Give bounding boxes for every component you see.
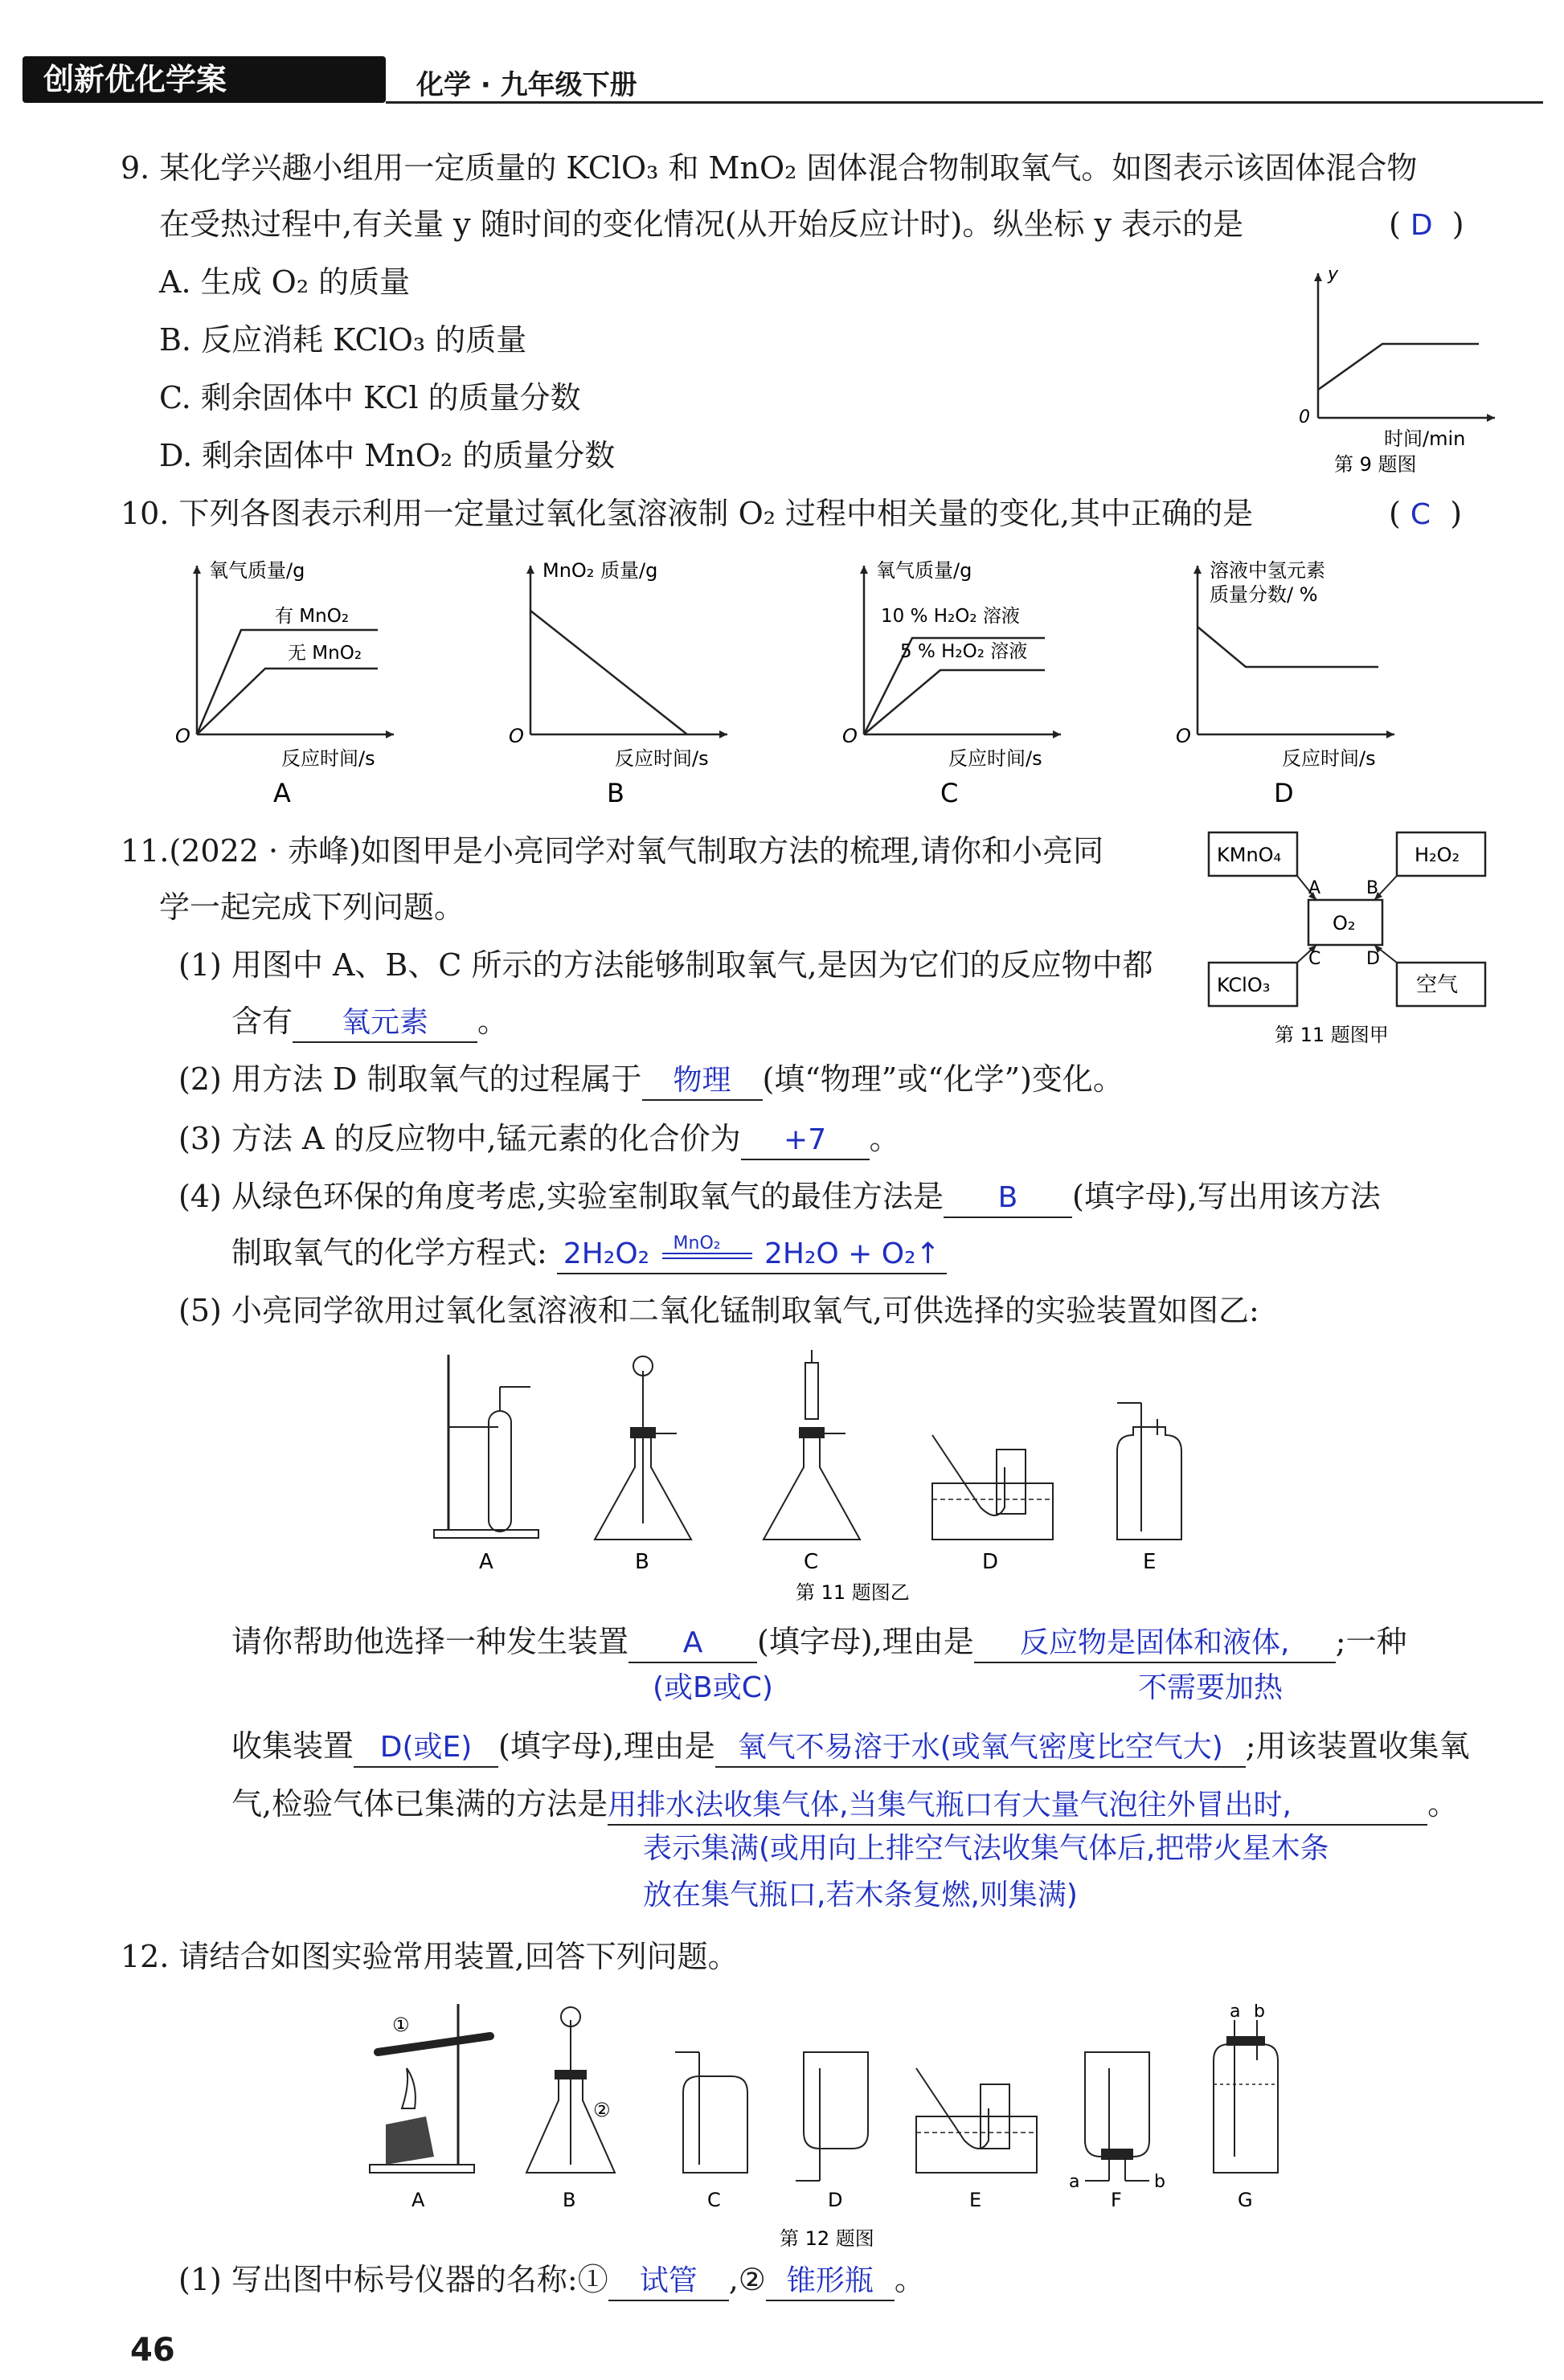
apparatus-e	[1117, 1403, 1181, 1574]
q11-p1-line1: (1) 用图中 A、B、C 所示的方法能够制取氧气,是因为它们的反应物中都	[178, 947, 1153, 983]
q11-s1-answer: A	[682, 1626, 703, 1659]
q10b-ylabel: MnO₂ 质量/g	[542, 559, 658, 582]
q12-mark2: ②	[593, 2099, 611, 2121]
q11-s3-answer-line2: 表示集满(或用向上排空气法收集气体后,把带火星木条	[643, 1832, 1329, 1865]
q12-stem: 12. 请结合如图实验常用装置,回答下列问题。	[121, 1939, 739, 1974]
svg-text:空气: 空气	[1416, 973, 1459, 997]
q10c-series1: 10 % H₂O₂ 溶液	[881, 606, 1020, 627]
q11-fig-jia	[1206, 828, 1511, 1053]
q11-s3-answer: 用排水法收集气体,当集气瓶口有大量气泡往外冒出时,	[608, 1789, 1292, 1822]
q11-s1-reason: 反应物是固体和液体,	[1020, 1626, 1290, 1659]
q11-p5: (5) 小亮同学欲用过氧化氢溶液和二氧化锰制取氧气,可供选择的实验装置如图乙:	[178, 1293, 1259, 1328]
q9-x-label: 时间/min	[1384, 427, 1466, 450]
svg-text:O: O	[842, 725, 858, 747]
brand-title: 创新优化学案	[43, 62, 227, 97]
q9-option-a: A. 生成 O₂ 的质量	[159, 264, 411, 300]
q10d-line	[1198, 627, 1378, 667]
q10b-line	[530, 611, 687, 734]
apparatus-d	[932, 1435, 1053, 1574]
q10c-series2: 5 % H₂O₂ 溶液	[900, 641, 1028, 662]
q9-x-arrow	[1487, 414, 1495, 422]
svg-text:b: b	[1254, 2004, 1265, 2022]
svg-text:A: A	[479, 1550, 493, 1574]
svg-text:G: G	[1238, 2189, 1253, 2211]
svg-text:第 12 题图: 第 12 题图	[780, 2227, 874, 2250]
q11-s2-answer: D(或E)	[379, 1731, 473, 1764]
q10a-series2: 无 MnO₂	[288, 643, 362, 664]
q10-graph-d	[1176, 559, 1394, 808]
svg-text:C: C	[1308, 949, 1321, 969]
q9-answer-bracket: ( D )	[1389, 207, 1464, 242]
q10d-ylabel2: 质量分数/ %	[1210, 583, 1318, 606]
svg-text:反应时间/s: 反应时间/s	[615, 747, 709, 770]
q12-apparatus-a	[370, 2004, 490, 2211]
svg-text:E: E	[969, 2189, 982, 2211]
svg-text:a: a	[1230, 2004, 1241, 2022]
page-number: 46	[130, 2332, 175, 2369]
q11-s1-answer-alt: (或B或C)	[653, 1671, 773, 1704]
q9-option-b: B. 反应消耗 KClO₃ 的质量	[159, 322, 527, 358]
svg-text:D: D	[828, 2189, 843, 2211]
q12-mark1: ①	[392, 2014, 410, 2036]
q11-p2-answer: 物理	[673, 1064, 731, 1097]
apparatus-b	[595, 1356, 691, 1574]
q9-line1: 9. 某化学兴趣小组用一定质量的 KClO₃ 和 MnO₂ 固体混合物制取氧气。如图表示该固体混合物	[121, 150, 1418, 186]
q10c-ylabel: 氧气质量/g	[876, 559, 972, 582]
svg-text:B: B	[635, 1550, 649, 1574]
svg-text:第 11 题图甲: 第 11 题图甲	[1275, 1024, 1389, 1046]
svg-text:反应时间/s: 反应时间/s	[948, 747, 1042, 770]
q11-s3-answer-line3: 放在集气瓶口,若木条复燃,则集满)	[643, 1879, 1078, 1912]
q12-apparatus-f	[1069, 2052, 1165, 2211]
svg-text:C: C	[707, 2189, 721, 2211]
q11-s1-reason-cont: 不需要加热	[1138, 1671, 1284, 1704]
q10-graph-a	[175, 559, 394, 808]
q10d-letter: D	[1274, 778, 1294, 808]
header-rule	[386, 101, 1543, 104]
q9-line2: 在受热过程中,有关量 y 随时间的变化情况(从开始反应计时)。纵坐标 y 表示的是	[159, 207, 1243, 242]
q12-p1-answer1: 试管	[639, 2264, 698, 2297]
q10-answer-bracket: ( C )	[1389, 496, 1463, 531]
svg-text:E: E	[1143, 1550, 1157, 1574]
q11-equation: 2H₂O₂ MnO₂ 2H₂O + O₂↑	[557, 1236, 947, 1274]
q9-y-label: y	[1328, 264, 1339, 284]
svg-text:H₂O₂: H₂O₂	[1415, 844, 1460, 866]
svg-text:第 11 题图乙: 第 11 题图乙	[796, 1581, 910, 1604]
q10b-letter: B	[607, 778, 624, 808]
svg-text:F: F	[1111, 2189, 1122, 2211]
q11-s2: 收集装置 D(或E) (填字母),理由是 氧气不易溶于水(或氧气密度比空气大) ;用该装置收集氧	[231, 1728, 1470, 1768]
q12-apparatus-e	[916, 2068, 1037, 2211]
q11-s2-reason: 氧气不易溶于水(或氧气密度比空气大)	[737, 1731, 1223, 1764]
q10a-ylabel: 氧气质量/g	[209, 559, 305, 582]
svg-text:O: O	[175, 725, 190, 747]
q9-y-arrow	[1314, 273, 1322, 281]
svg-text:A: A	[411, 2189, 425, 2211]
apparatus-a	[434, 1355, 538, 1574]
svg-text:B: B	[563, 2189, 576, 2211]
q9-caption: 第 9 题图	[1334, 453, 1417, 476]
apparatus-c	[764, 1350, 860, 1574]
q11-p4-answer: B	[997, 1181, 1018, 1214]
q11-p4-line2: 制取氧气的化学方程式: 2H₂O₂ MnO₂ 2H₂O + O₂↑	[231, 1234, 947, 1274]
q10-answer: C	[1410, 498, 1431, 531]
q11-p4-line1: (4) 从绿色环保的角度考虑,实验室制取氧气的最佳方法是 B (填字母),写出用该方法	[178, 1178, 1381, 1218]
svg-text:反应时间/s: 反应时间/s	[1282, 747, 1376, 770]
q9-option-c: C. 剩余固体中 KCl 的质量分数	[159, 380, 581, 415]
svg-text:O: O	[1176, 725, 1191, 747]
svg-text:O: O	[509, 725, 524, 747]
header-band	[23, 56, 386, 103]
q11-p3: (3) 方法 A 的反应物中,锰元素的化合价为 +7 。	[178, 1120, 900, 1160]
svg-text:KMnO₄: KMnO₄	[1217, 844, 1282, 866]
svg-text:b: b	[1154, 2172, 1165, 2192]
q11-p1-line2: 含有 氧元素 。	[231, 1003, 508, 1043]
q9-curve	[1318, 344, 1479, 390]
subject-title: 化学 · 九年级下册	[416, 69, 637, 101]
svg-text:C: C	[804, 1550, 819, 1574]
svg-text:D: D	[982, 1550, 999, 1574]
q12-apparatus-c	[675, 2052, 747, 2211]
q12-p1-answer2: 锥形瓶	[786, 2264, 874, 2297]
q10-graph-b	[509, 559, 727, 808]
q11-s3: 气,检验气体已集满的方法是用排水法收集气体,当集气瓶口有大量气泡往外冒出时, 。	[231, 1785, 1458, 1826]
svg-text:A: A	[1308, 878, 1321, 898]
q10a-series1: 有 MnO₂	[275, 606, 350, 627]
svg-text:KClO₃: KClO₃	[1217, 974, 1271, 996]
q10a-letter: A	[273, 778, 291, 808]
q12-fig	[354, 2004, 1334, 2253]
q9-answer: D	[1410, 209, 1433, 242]
q12-apparatus-g	[1214, 2004, 1278, 2211]
q9-option-d: D. 剩余固体中 MnO₂ 的质量分数	[159, 438, 616, 473]
q12-apparatus-b	[526, 2007, 615, 2211]
q10-stem: 10. 下列各图表示利用一定量过氧化氢溶液制 O₂ 过程中相关量的变化,其中正确的是	[121, 496, 1254, 531]
q11-p1-answer: 氧元素	[342, 1006, 429, 1039]
q10c-letter: C	[940, 778, 959, 808]
q9-origin: 0	[1299, 407, 1310, 427]
svg-text:B: B	[1366, 878, 1379, 898]
q11-s1: 请你帮助他选择一种发生装置 A (填字母),理由是 反应物是固体和液体, ;一种	[231, 1623, 1407, 1663]
q12-p1: (1) 写出图中标号仪器的名称:① 试管 ,② 锥形瓶 。	[178, 2261, 925, 2301]
q11-p2: (2) 用方法 D 制取氧气的过程属于 物理 (填“物理”或“化学”)变化。	[178, 1061, 1124, 1101]
q10d-ylabel1: 溶液中氢元素	[1210, 559, 1325, 582]
q11-fig-yi	[418, 1347, 1326, 1604]
q12-apparatus-d	[796, 2052, 868, 2211]
q11-p3-answer: +7	[784, 1123, 827, 1156]
q9-graph	[1278, 257, 1511, 482]
q11-stem2: 学一起完成下列问题。	[159, 889, 465, 925]
svg-text:D: D	[1366, 949, 1380, 969]
svg-text:反应时间/s: 反应时间/s	[281, 747, 375, 770]
q10-graphs	[169, 550, 1398, 815]
svg-text:O₂: O₂	[1333, 912, 1356, 934]
q10a-line-no-mno2	[197, 669, 378, 734]
q10-graph-c	[842, 559, 1061, 808]
q11-stem1: 11.(2022 · 赤峰)如图甲是小亮同学对氧气制取方法的梳理,请你和小亮同	[121, 833, 1104, 869]
svg-text:a: a	[1069, 2172, 1080, 2192]
